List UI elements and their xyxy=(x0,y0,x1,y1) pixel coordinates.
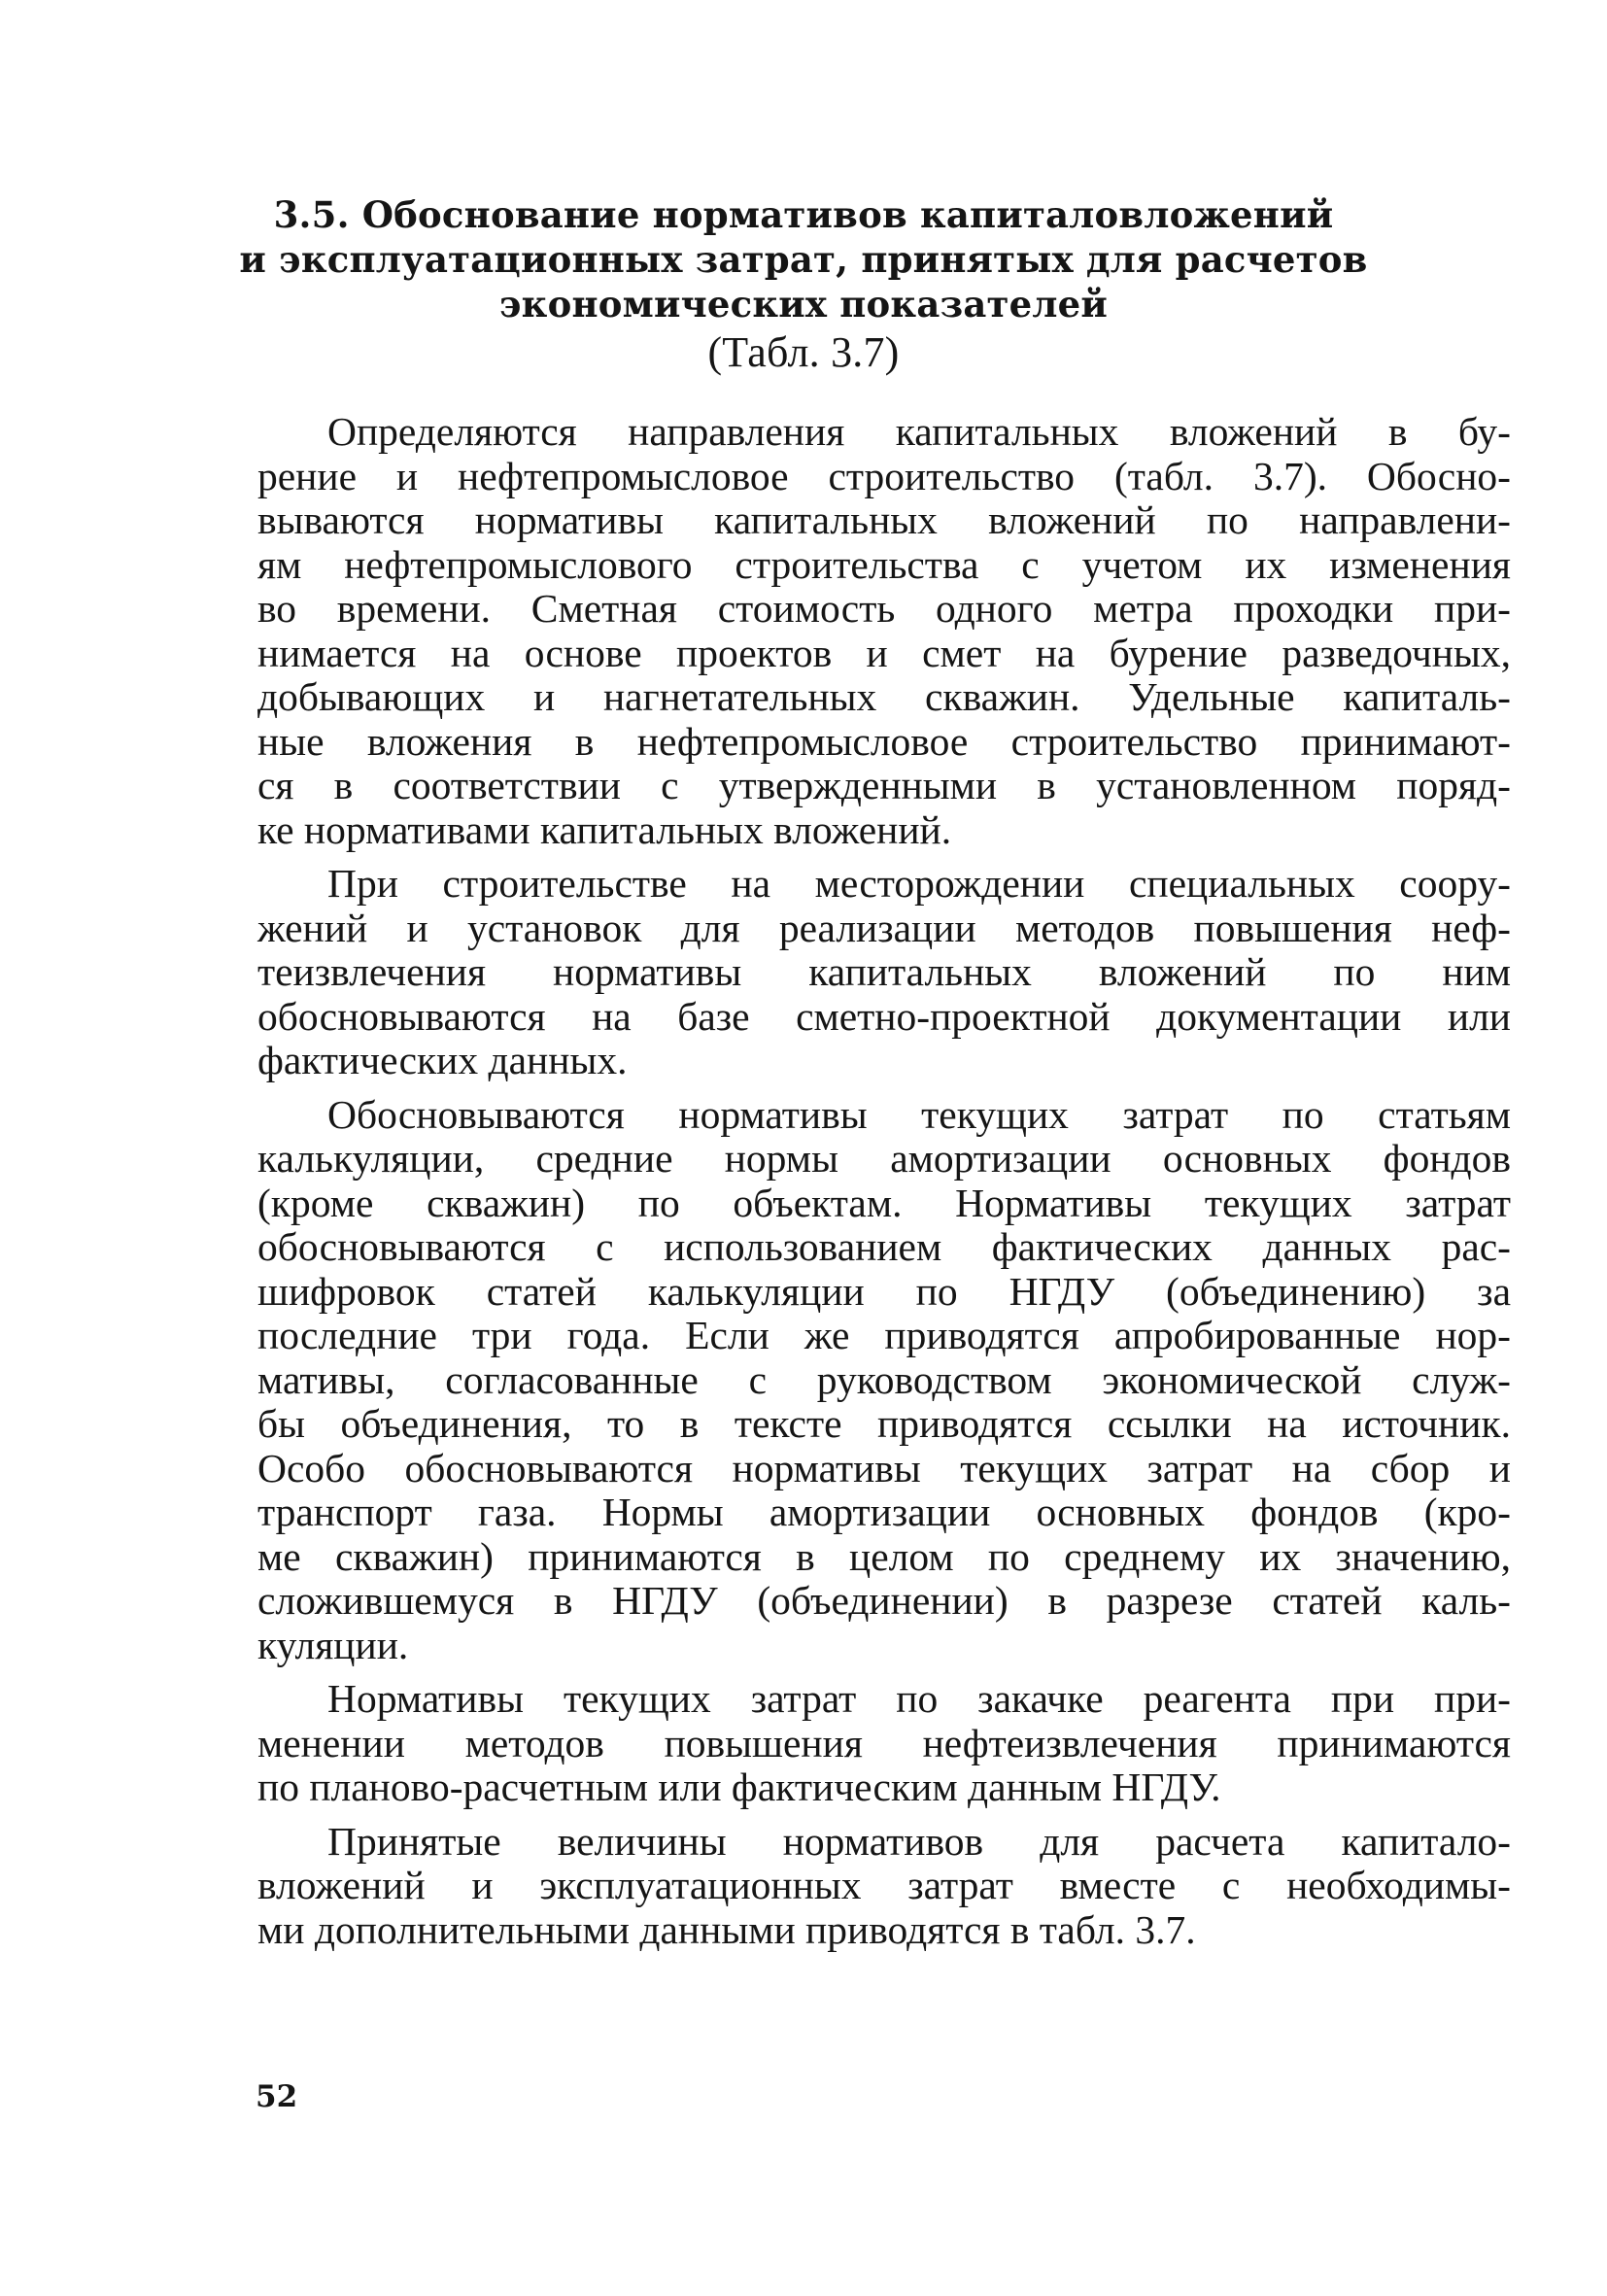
paragraph-line: сложившемуся в НГДУ (объединении) в разрезе статей каль- xyxy=(257,1578,1511,1623)
paragraph-line: ся в соответствии с утвержденными в установленном поряд- xyxy=(257,763,1511,807)
paragraph-line: куляции. xyxy=(257,1622,409,1667)
section-title-line-2: и эксплуатационных затрат, принятых для расчетов xyxy=(239,238,1368,281)
paragraph-line: рение и нефтепромысловое строительство (табл. 3.7). Обосно- xyxy=(257,453,1511,498)
paragraph-4 xyxy=(257,1677,1511,1810)
paragraph-line: калькуляции, средние нормы амортизации основных фондов xyxy=(257,1136,1511,1181)
paragraph-2 xyxy=(257,862,1511,1083)
paragraph-line: ям нефтепромыслового строительства с учетом их изменения xyxy=(257,541,1511,587)
section-title-line-3: экономических показателей xyxy=(498,283,1109,326)
paragraph-line: менении методов повышения нефтеизвлечения принимаются xyxy=(257,1720,1511,1765)
page-number: 52 xyxy=(256,2079,298,2114)
paragraph-3 xyxy=(257,1093,1511,1668)
paragraph-line: Нормативы текущих затрат по закачке реагента при при- xyxy=(327,1676,1511,1721)
paragraph-line: нимается на основе проектов и смет на бурение разведочных, xyxy=(257,630,1511,675)
paragraph-line: При строительстве на месторождении специальных соору- xyxy=(327,861,1511,906)
paragraph-line: обосновываются с использованием фактических данных рас- xyxy=(257,1224,1511,1269)
paragraph-line: вложений и эксплуатационных затрат вместе с необходимы- xyxy=(257,1863,1511,1907)
paragraph-line: ме скважин) принимаются в целом по среднему их значению, xyxy=(257,1533,1511,1579)
section-title-line-1: 3.5. Обоснование нормативов капиталовложений xyxy=(273,193,1334,236)
paragraph-line: мативы, согласованные с руководством экономической служ- xyxy=(257,1356,1511,1402)
paragraph-line: добывающих и нагнетательных скважин. Удельные капиталь- xyxy=(257,674,1511,719)
paragraph-line: фактических данных. xyxy=(257,1038,628,1082)
paragraph-line: ми дополнительными данными приводятся в табл. 3.7. xyxy=(257,1906,1196,1952)
paragraph-5 xyxy=(257,1820,1511,1953)
paragraph-line: транспорт газа. Нормы амортизации основных фондов (кро- xyxy=(257,1490,1511,1534)
paragraph-line: Обосновываются нормативы текущих затрат по статьям xyxy=(327,1091,1511,1137)
paragraph-line: жений и установок для реализации методов повышения неф- xyxy=(257,905,1511,950)
paragraph-line: Особо обосновываются нормативы текущих затрат на сбор и xyxy=(257,1445,1511,1491)
paragraph-line: обосновываются на базе сметно-проектной документации или xyxy=(257,993,1511,1039)
section-heading xyxy=(0,192,1607,377)
body-text xyxy=(257,410,1511,1962)
paragraph-line: шифровок статей калькуляции по НГДУ (объединению) за xyxy=(257,1268,1511,1314)
paragraph-line: последние три года. Если же приводятся апробированные нор- xyxy=(257,1313,1511,1357)
table-reference: (Табл. 3.7) xyxy=(707,328,900,376)
paragraph-line: во времени. Сметная стоимость одного метра проходки при- xyxy=(257,586,1511,631)
paragraph-line: теизвлечения нормативы капитальных вложений по ним xyxy=(257,949,1511,994)
paragraph-line: Определяются направления капитальных вложений в бу- xyxy=(327,409,1511,454)
paragraph-line: бы объединения, то в тексте приводятся ссылки на источник. xyxy=(257,1401,1511,1446)
paragraph-line: по планово-расчетным или фактическим данным НГДУ. xyxy=(257,1765,1221,1809)
paragraph-line: вываются нормативы капитальных вложений по направлени- xyxy=(257,497,1511,542)
paragraph-line: ные вложения в нефтепромысловое строительство принимают- xyxy=(257,718,1511,764)
paragraph-line: (кроме скважин) по объектам. Нормативы текущих затрат xyxy=(257,1180,1511,1225)
paragraph-line: Принятые величины нормативов для расчета капитало- xyxy=(327,1818,1511,1864)
paragraph-1 xyxy=(257,410,1511,852)
paragraph-line: ке нормативами капитальных вложений. xyxy=(257,806,952,852)
